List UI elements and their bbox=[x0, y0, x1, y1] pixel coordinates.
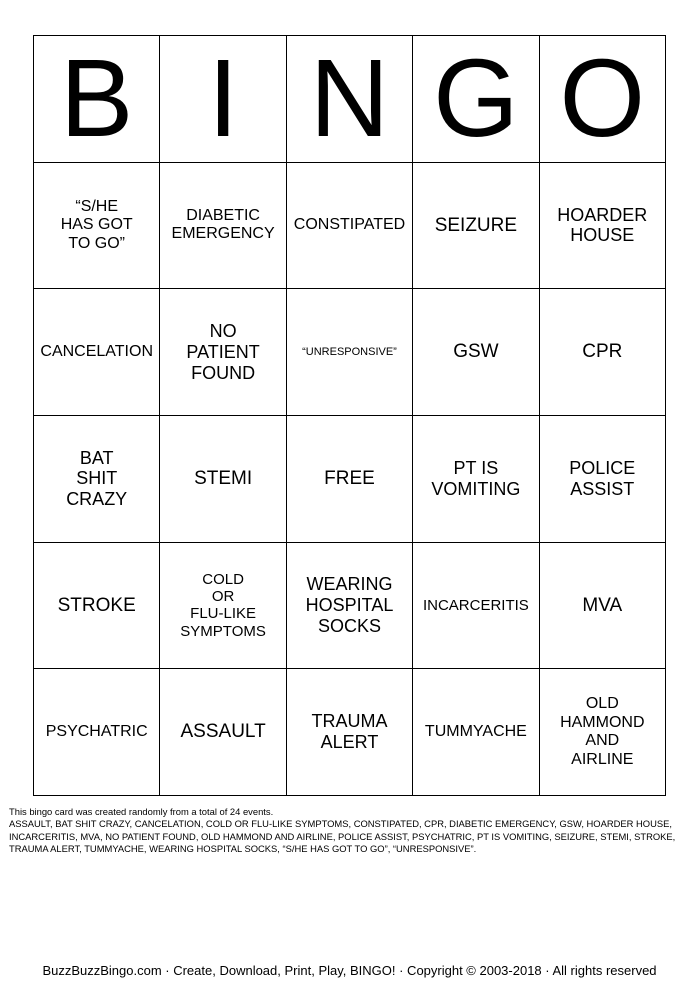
bingo-cell bbox=[287, 163, 413, 290]
free-cell bbox=[287, 416, 413, 543]
cell-text: “S/HE HAS GOT TO GO” bbox=[60, 197, 133, 252]
bingo-cell bbox=[413, 416, 539, 543]
cell-text: POLICE ASSIST bbox=[569, 458, 636, 499]
header-cell-g bbox=[413, 36, 539, 163]
cell-text: PSYCHATRIC bbox=[45, 722, 148, 740]
bingo-cell bbox=[287, 289, 413, 416]
cell-text: OLD HAMMOND AND AIRLINE bbox=[560, 695, 645, 768]
note-summary: This bingo card was created randomly from a total of 24 events. bbox=[9, 806, 274, 817]
header-letter: G bbox=[433, 36, 519, 160]
cell-text: TRAUMA ALERT bbox=[311, 711, 388, 753]
cell-text: STROKE bbox=[57, 594, 136, 616]
cell-text: NO PATIENT FOUND bbox=[186, 321, 260, 383]
header-letter: B bbox=[60, 36, 134, 160]
footer-copyright: BuzzBuzzBingo.com · Create, Download, Print, Play, BINGO! · Copyright © 2003-2018 · All rights reserved bbox=[42, 963, 657, 978]
cell-text: INCARCERITIS bbox=[422, 596, 529, 614]
bingo-cell bbox=[413, 543, 539, 670]
bingo-cell bbox=[34, 669, 160, 796]
note-events-list: ASSAULT, BAT SHIT CRAZY, CANCELATION, COLD OR FLU-LIKE SYMPTOMS, CONSTIPATED, CPR, DIABETIC EMERGENCY, GSW, HOARDER HOUSE, INCARCERITIS, MVA, NO PATIENT FOUND, OLD HAMMOND AND AIRLINE, POLICE ASSIST, PSYCHATRIC, PT IS VOMITING, SEIZURE, STEMI, STROKE, TRAUMA ALERT, TUMMYACHE, WEARING HOSPITAL SOCKS, “S/HE HAS GOT TO GO”, “UNRESPONSIVE”. bbox=[9, 818, 676, 855]
bingo-cell bbox=[34, 289, 160, 416]
header-letter: N bbox=[309, 36, 390, 160]
bingo-cell bbox=[287, 669, 413, 796]
cell-text: WEARING HOSPITAL SOCKS bbox=[305, 574, 394, 636]
bingo-cell bbox=[540, 289, 666, 416]
header-cell-o bbox=[540, 36, 666, 163]
header-letter: I bbox=[207, 36, 239, 160]
cell-text: HOARDER HOUSE bbox=[557, 204, 648, 246]
cell-text: “UNRESPONSIVE” bbox=[302, 345, 397, 358]
header-letter: O bbox=[559, 36, 646, 160]
cell-text: FREE bbox=[324, 467, 375, 489]
bingo-cell bbox=[540, 669, 666, 796]
cell-text: CANCELATION bbox=[40, 342, 153, 360]
cell-text: ASSAULT bbox=[180, 721, 266, 743]
bingo-cell bbox=[540, 543, 666, 670]
bingo-cell bbox=[413, 163, 539, 290]
cell-text: GSW bbox=[453, 341, 499, 363]
bingo-cell bbox=[34, 416, 160, 543]
bingo-cell bbox=[160, 289, 286, 416]
bingo-cell bbox=[34, 163, 160, 290]
cell-text: CPR bbox=[582, 341, 623, 363]
bingo-cell bbox=[160, 669, 286, 796]
bingo-cell bbox=[160, 416, 286, 543]
bingo-card bbox=[33, 35, 666, 796]
cell-text: COLD OR FLU-LIKE SYMPTOMS bbox=[180, 570, 266, 640]
cell-text: STEMI bbox=[194, 467, 253, 489]
bingo-cell bbox=[160, 163, 286, 290]
bingo-cell bbox=[413, 669, 539, 796]
cell-text: MVA bbox=[582, 594, 623, 616]
cell-text: BAT SHIT CRAZY bbox=[66, 447, 128, 510]
header-cell-i bbox=[160, 36, 286, 163]
header-cell-b bbox=[34, 36, 160, 163]
cell-text: TUMMYACHE bbox=[424, 722, 527, 740]
bingo-cell bbox=[160, 543, 286, 670]
bingo-cell bbox=[34, 543, 160, 670]
cell-text: SEIZURE bbox=[434, 214, 518, 236]
cell-text: PT IS VOMITING bbox=[431, 458, 521, 499]
header-cell-n bbox=[287, 36, 413, 163]
card-note bbox=[9, 806, 689, 856]
bingo-cell bbox=[413, 289, 539, 416]
bingo-cell bbox=[287, 543, 413, 670]
bingo-cell bbox=[540, 416, 666, 543]
cell-text: CONSTIPATED bbox=[293, 216, 406, 234]
cell-text: DIABETIC EMERGENCY bbox=[171, 207, 275, 243]
bingo-cell bbox=[540, 163, 666, 290]
